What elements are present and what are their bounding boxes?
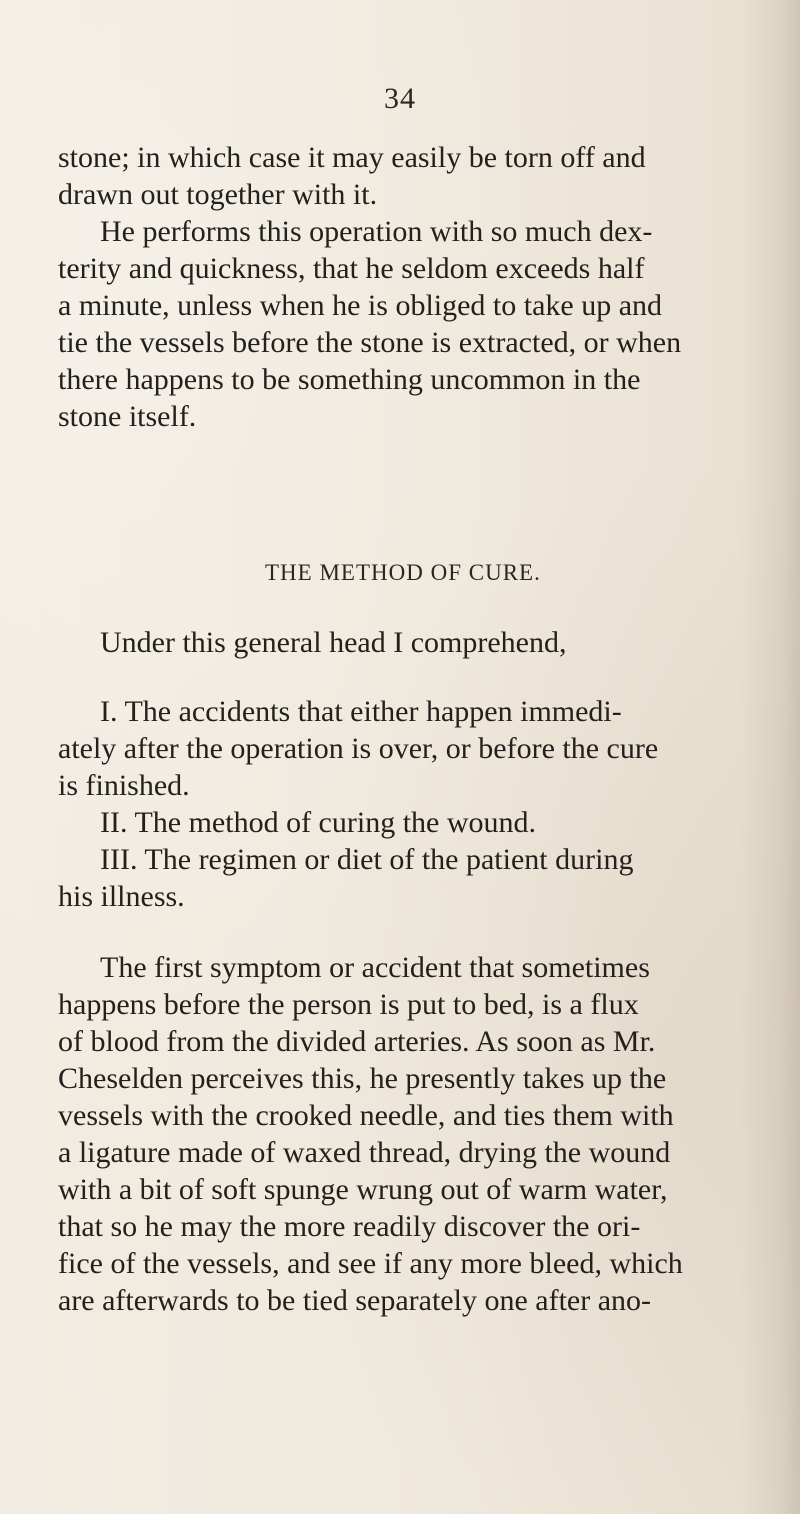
paragraph-4-line-7: with a bit of soft spunge wrung out of warm water, <box>58 1173 668 1206</box>
paragraph-4-line-10: are afterwards to be tied separately one after ano- <box>58 1284 652 1317</box>
paragraph-4-line-2: happens before the person is put to bed, is a flux <box>58 988 639 1021</box>
paragraph-4-line-4: Cheselden perceives this, he presently takes up the <box>58 1062 667 1095</box>
list-item-1-line-2: ately after the operation is over, or before the cure <box>58 732 659 765</box>
paragraph-1-line-1: stone; in which case it may easily be torn off and <box>58 141 646 174</box>
list-item-1-line-3: is finished. <box>58 769 190 802</box>
paragraph-2-line-6: stone itself. <box>58 400 197 433</box>
paragraph-3-line-1: Under this general head I comprehend, <box>100 626 567 659</box>
paragraph-4-line-3: of blood from the divided arteries. As soon as Mr. <box>58 1025 656 1058</box>
paragraph-2-line-3: a minute, unless when he is obliged to take up and <box>58 289 663 322</box>
paragraph-2-line-5: there happens to be something uncommon in the <box>58 363 641 396</box>
paragraph-1-line-2: drawn out together with it. <box>58 178 378 211</box>
paragraph-2-line-2: terity and quickness, that he seldom exceeds half <box>58 252 645 285</box>
list-item-3-line-2: his illness. <box>58 880 185 913</box>
list-item-2-line-1: II. The method of curing the wound. <box>100 806 537 839</box>
paragraph-4-line-8: that so he may the more readily discover the ori- <box>58 1210 641 1243</box>
paragraph-2-line-1: He performs this operation with so much dex- <box>100 215 653 248</box>
section-heading: THE METHOD OF CURE. <box>265 560 541 585</box>
paragraph-4-line-9: fice of the vessels, and see if any more bleed, which <box>58 1247 683 1280</box>
page-number: 34 <box>384 82 416 115</box>
paragraph-2-line-4: tie the vessels before the stone is extracted, or when <box>58 326 682 359</box>
list-item-3-line-1: III. The regimen or diet of the patient during <box>100 843 634 876</box>
paragraph-4-line-5: vessels with the crooked needle, and ties them with <box>58 1099 674 1132</box>
list-item-1-line-1: I. The accidents that either happen immedi- <box>100 695 622 728</box>
paragraph-4-line-6: a ligature made of waxed thread, drying the wound <box>58 1136 671 1169</box>
paragraph-4-line-1: The first symptom or accident that sometimes <box>100 951 650 984</box>
page-edge-shadow <box>740 0 800 1514</box>
